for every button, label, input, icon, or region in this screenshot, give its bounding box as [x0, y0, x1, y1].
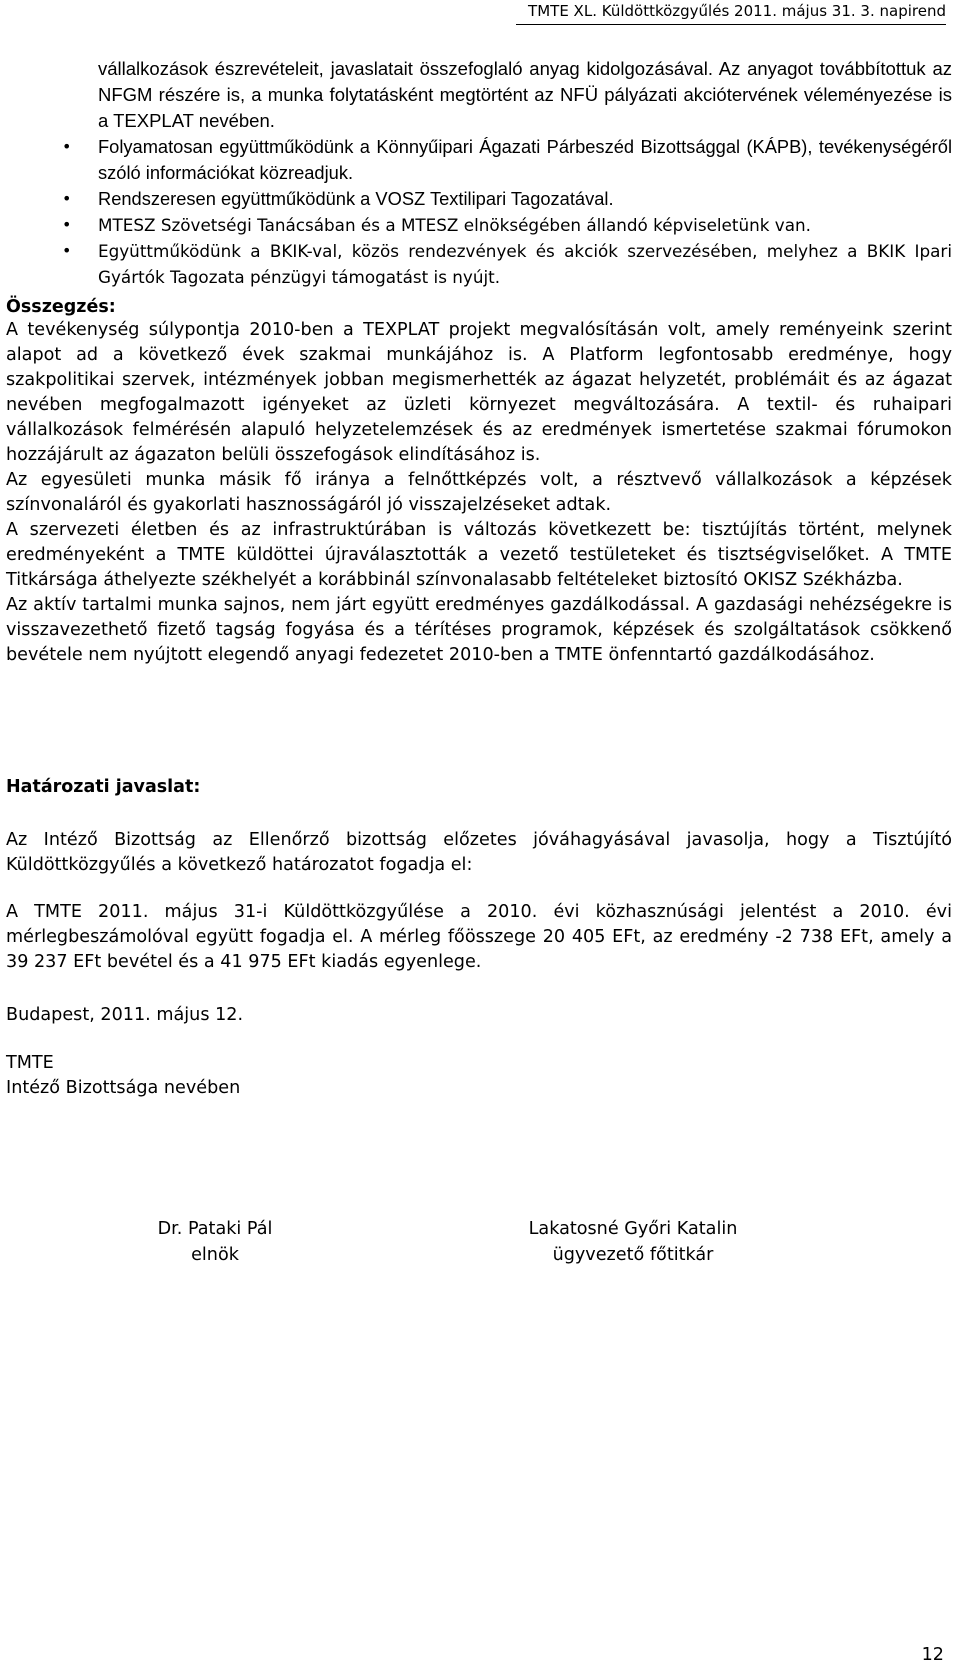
- signature-block-secretary: [498, 1216, 768, 1268]
- activity-bullet-list: [98, 134, 952, 290]
- signatory-role: elnök: [191, 1245, 239, 1265]
- summary-paragraph: Az aktív tartalmi munka sajnos, nem járt együtt eredményes gazdálkodással. A gazdasági nehézségekre is visszavezethető fizető tagság fogyása és a térítéses programok, képzések és szolgáltatások csökkenő bevétele nem nyújtott elegendő anyagi fedezetet 2010-ben a TMTE önfenntartó gazdálkodásához.: [6, 595, 952, 665]
- bullet-item: • Rendszeresen együttműködünk a VOSZ Textilipari Tagozatával.: [98, 186, 952, 212]
- resolution-decision: A TMTE 2011. május 31-i Küldöttközgyűlése a 2010. évi közhasznúsági jelentést a 2010. évi mérlegbeszámolóval együtt fogadja el. A mérleg főösszege 20 405 EFt, az eredmény -2 738 EFt, amely a 39 237 EFt bevétel és a 41 975 EFt kiadás egyenlege.: [6, 902, 952, 972]
- signatory-name: Lakatosné Győri Katalin: [528, 1219, 738, 1239]
- summary-body: [6, 318, 952, 668]
- bullet-item: • Együttműködünk a BKIK-val, közös rendezvények és akciók szervezésében, melyhez a BKIK Ipari Gyártók Tagozata pénzügyi támogatást is nyújt.: [98, 238, 952, 290]
- page-number: 12: [921, 1645, 944, 1665]
- resolution-heading: Határozati javaslat:: [6, 777, 201, 797]
- summary-paragraph: A tevékenység súlypontja 2010-ben a TEXPLAT projekt megvalósításán volt, amely reményeink szerint alapot ad a következő évek szakmai munkájához is. A Platform legfontosabb eredménye, hogy szakpolitikai szervek, intézmények jobban megismerhették az ágazat helyzetét, problémáit és az ágazat nevében megfogalmazott igényeket az üzleti környezet megváltozására. A textil- és ruhaipari vállalkozások felmérésén alapuló helyzetelemzések és az eredmények ismertetése szakmai fórumokon hozzájárult az ágazaton belüli összefogások elindításához is.: [6, 320, 952, 465]
- resolution-proposal: Az Intéző Bizottság az Ellenőrző bizottság előzetes jóváhagyásával javasolja, hogy a Tisztújító Küldöttközgyűlés a következő határozatot fogadja el:: [6, 830, 952, 875]
- intro-paragraph: vállalkozások észrevételeit, javaslatait összefoglaló anyag kidolgozásával. Az anyagot továbbítottuk az NFGM részére is, a munka folytatásként megtörtént az NFÜ pályázati akciótervének véleményezése is a TEXPLAT nevében.: [98, 58, 952, 131]
- bullet-item: • MTESZ Szövetségi Tanácsában és a MTESZ elnökségében állandó képviseletünk van.: [98, 212, 952, 238]
- signature-block-chair: [130, 1216, 300, 1268]
- summary-paragraph: A szervezeti életben és az infrastruktúrában is változás következett be: tisztújítás történt, melynek eredményeként a TMTE küldöttei újraválasztották a vezető testületeket és tisztségviselőket. A TMTE Titkársága áthelyezte székhelyét a korábbinál színvonalasabb feltételeket biztosító OKISZ Székházba.: [6, 520, 952, 590]
- running-header: TMTE XL. Küldöttközgyűlés 2011. május 31. 3. napirend: [516, 0, 946, 25]
- issuer-role: Intéző Bizottsága nevében: [6, 1078, 241, 1098]
- signatory-name: Dr. Pataki Pál: [157, 1219, 273, 1239]
- summary-paragraph: Az egyesületi munka másik fő iránya a felnőttképzés volt, a résztvevő vállalkozások a képzések színvonaláról és gyakorlati hasznosságáról jó visszajelzéseket adtak.: [6, 470, 952, 515]
- place-date: Budapest, 2011. május 12.: [6, 1005, 244, 1025]
- bullet-item: • Folyamatosan együttműködünk a Könnyűipari Ágazati Párbeszéd Bizottsággal (KÁPB), tevékenységéről szóló információkat közreadjuk.: [98, 134, 952, 186]
- signatory-role: ügyvezető főtitkár: [552, 1245, 714, 1265]
- summary-heading: Összegzés:: [6, 297, 116, 317]
- issuer-name: TMTE: [6, 1053, 54, 1073]
